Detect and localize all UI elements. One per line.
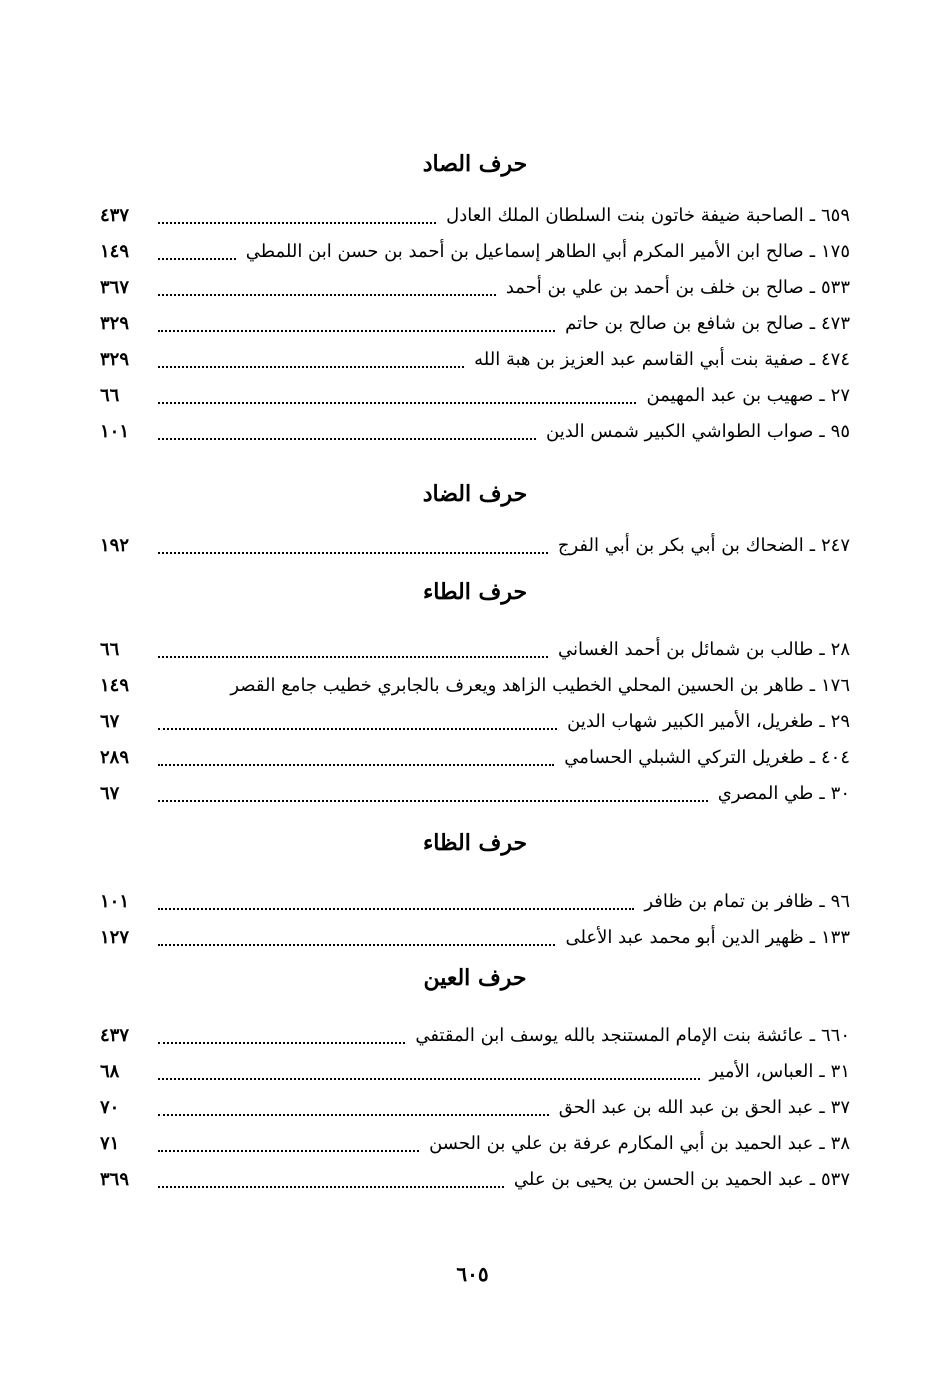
entry-dash: ـ (819, 421, 825, 442)
section-heading: حرف الظاء (422, 830, 528, 856)
entry-dash: ـ (819, 1061, 825, 1082)
section-dad (100, 476, 850, 564)
entry-number: ١٧٦ (820, 675, 850, 696)
entry-number: ٦٦٠ (820, 1025, 850, 1046)
index-entry (100, 1162, 850, 1198)
entry-name: طغريل، الأمير الكبير شهاب الدين (567, 711, 814, 732)
leader-dots (158, 944, 555, 946)
entry-number: ٣٠ (830, 783, 850, 804)
entry-number: ٣٨ (830, 1133, 850, 1154)
entry-page: ١٢٧ (100, 927, 130, 948)
section-ain (100, 960, 850, 1198)
entry-name: عائشة بنت الإمام المستنجد بالله يوسف ابن المقتفي (415, 1025, 804, 1046)
index-entry (100, 198, 850, 234)
index-entry (100, 884, 850, 920)
leader-dots (158, 330, 555, 332)
entry-number: ٥٣٣ (820, 277, 850, 298)
index-entry (100, 234, 850, 270)
entry-number: ٥٣٧ (820, 1169, 850, 1190)
leader-dots (158, 656, 548, 658)
section-sad (100, 146, 850, 450)
leader-dots (158, 366, 464, 368)
entry-name: العباس، الأمير (709, 1061, 814, 1082)
index-entry (100, 342, 850, 378)
entry-page: ٦٧ (100, 711, 120, 732)
entry-number: ٣٧ (830, 1097, 850, 1118)
entry-number: ٣١ (830, 1061, 850, 1082)
entry-name: عبد الحميد بن أبي المكارم عرفة بن علي بن الحسن (429, 1133, 814, 1154)
entry-dash: ـ (809, 313, 815, 334)
entry-dash: ـ (809, 349, 815, 370)
leader-dots (158, 1186, 504, 1188)
leader-dots (158, 1114, 549, 1116)
index-entry (100, 776, 850, 812)
leader-dots (158, 294, 496, 296)
leader-dots (158, 728, 557, 730)
entry-dash: ـ (819, 639, 825, 660)
entry-page: ٦٦ (100, 385, 120, 406)
entry-page: ٧١ (100, 1133, 120, 1154)
leader-dots (158, 764, 554, 766)
entry-number: ٤٧٣ (820, 313, 850, 334)
index-entry (100, 378, 850, 414)
leader-dots (158, 258, 236, 260)
entry-name: ظهير الدين أبو محمد عبد الأعلى (565, 927, 804, 948)
entry-number: ١٣٣ (820, 927, 850, 948)
entry-page: ٦٧ (100, 783, 120, 804)
entry-name: صالح بن شافع بن صالح بن حاتم (565, 313, 804, 334)
entry-number: ٤٧٤ (820, 349, 850, 370)
entry-name: طاهر بن الحسين المحلي الخطيب الزاهد ويعرف بالجابري خطيب جامع القصر (230, 675, 804, 696)
entry-name: صفية بنت أبي القاسم عبد العزيز بن هبة الله (474, 349, 804, 370)
entry-number: ٢٧ (830, 385, 850, 406)
index-entry (100, 1090, 850, 1126)
entry-dash: ـ (809, 1169, 815, 1190)
index-entry (100, 306, 850, 342)
page-number: ٦٠٥ (456, 1262, 489, 1286)
entry-page: ١٤٩ (100, 241, 130, 262)
entry-dash: ـ (819, 1097, 825, 1118)
index-entry (100, 632, 850, 668)
index-entry (100, 740, 850, 776)
index-entry (100, 414, 850, 450)
entry-name: طي المصري (717, 783, 814, 804)
section-heading: حرف الطاء (422, 579, 528, 605)
entry-dash: ـ (809, 927, 815, 948)
entry-name: ظافر بن تمام بن ظافر (644, 891, 814, 912)
leader-dots (158, 1150, 419, 1152)
leader-dots (158, 908, 634, 910)
entry-number: ٩٦ (830, 891, 850, 912)
entry-name: طالب بن شمائل بن أحمد الغساني (558, 639, 814, 660)
entry-number: ١٧٥ (820, 241, 850, 262)
entry-dash: ـ (819, 1133, 825, 1154)
entry-page: ٢٨٩ (100, 747, 130, 768)
section-heading: حرف الضاد (422, 481, 528, 507)
entry-dash: ـ (809, 747, 815, 768)
index-entry (100, 1126, 850, 1162)
entry-dash: ـ (809, 277, 815, 298)
entry-name: صواب الطواشي الكبير شمس الدين (546, 421, 814, 442)
entry-name: صالح بن خلف بن أحمد بن علي بن أحمد (505, 277, 804, 298)
entry-name: طغريل التركي الشبلي الحسامي (564, 747, 804, 768)
entry-page: ٦٨ (100, 1061, 120, 1082)
entry-number: ٦٥٩ (820, 205, 850, 226)
leader-dots (158, 800, 708, 802)
leader-dots (158, 1042, 405, 1044)
entry-dash: ـ (819, 385, 825, 406)
entry-name: الصاحبة ضيفة خاتون بنت السلطان الملك العادل (446, 205, 804, 226)
entry-dash: ـ (809, 535, 815, 556)
entry-name: عبد الحميد بن الحسن بن يحيى بن علي (513, 1169, 804, 1190)
entry-dash: ـ (809, 1025, 815, 1046)
leader-dots (158, 222, 436, 224)
index-entry (100, 1054, 850, 1090)
entry-page: ١٩٢ (100, 535, 130, 556)
entry-dash: ـ (819, 711, 825, 732)
entry-name: الضحاك بن أبي بكر بن أبي الفرج (557, 535, 804, 556)
entry-dash: ـ (809, 205, 815, 226)
entry-name: عبد الحق بن عبد الله بن عبد الحق (558, 1097, 814, 1118)
entry-number: ٢٨ (830, 639, 850, 660)
leader-dots (158, 552, 548, 554)
section-ta (100, 574, 850, 812)
entry-dash: ـ (809, 675, 815, 696)
entry-number: ٢٤٧ (820, 535, 850, 556)
section-heading: حرف الصاد (422, 151, 528, 177)
entry-number: ٤٠٤ (820, 747, 850, 768)
entry-number: ٢٩ (830, 711, 850, 732)
entry-page: ٧٠ (100, 1097, 120, 1118)
index-entry (100, 270, 850, 306)
entry-page: ٤٣٧ (100, 205, 130, 226)
entry-dash: ـ (809, 241, 815, 262)
entry-page: ٦٦ (100, 639, 120, 660)
leader-dots (158, 1078, 700, 1080)
leader-dots (158, 438, 536, 440)
entry-number: ٩٥ (830, 421, 850, 442)
leader-dots (158, 402, 636, 404)
section-heading: حرف العين (423, 965, 527, 991)
section-za (100, 825, 850, 956)
entry-name: صهيب بن عبد المهيمن (646, 385, 814, 406)
entry-page: ١٠١ (100, 891, 130, 912)
index-entry (100, 1018, 850, 1054)
entry-page: ٣٢٩ (100, 313, 130, 334)
entry-page: ٣٦٩ (100, 1169, 130, 1190)
index-entry (100, 920, 850, 956)
index-entry (100, 668, 850, 704)
index-entry (100, 528, 850, 564)
index-entry (100, 704, 850, 740)
entry-page: ٣٦٧ (100, 277, 130, 298)
entry-page: ١٤٩ (100, 675, 130, 696)
entry-page: ٤٣٧ (100, 1025, 130, 1046)
entry-page: ٣٢٩ (100, 349, 130, 370)
entry-page: ١٠١ (100, 421, 130, 442)
entry-dash: ـ (819, 891, 825, 912)
entry-dash: ـ (819, 783, 825, 804)
entry-name: صالح ابن الأمير المكرم أبي الطاهر إسماعيل بن أحمد بن حسن ابن اللمطي (245, 241, 804, 262)
